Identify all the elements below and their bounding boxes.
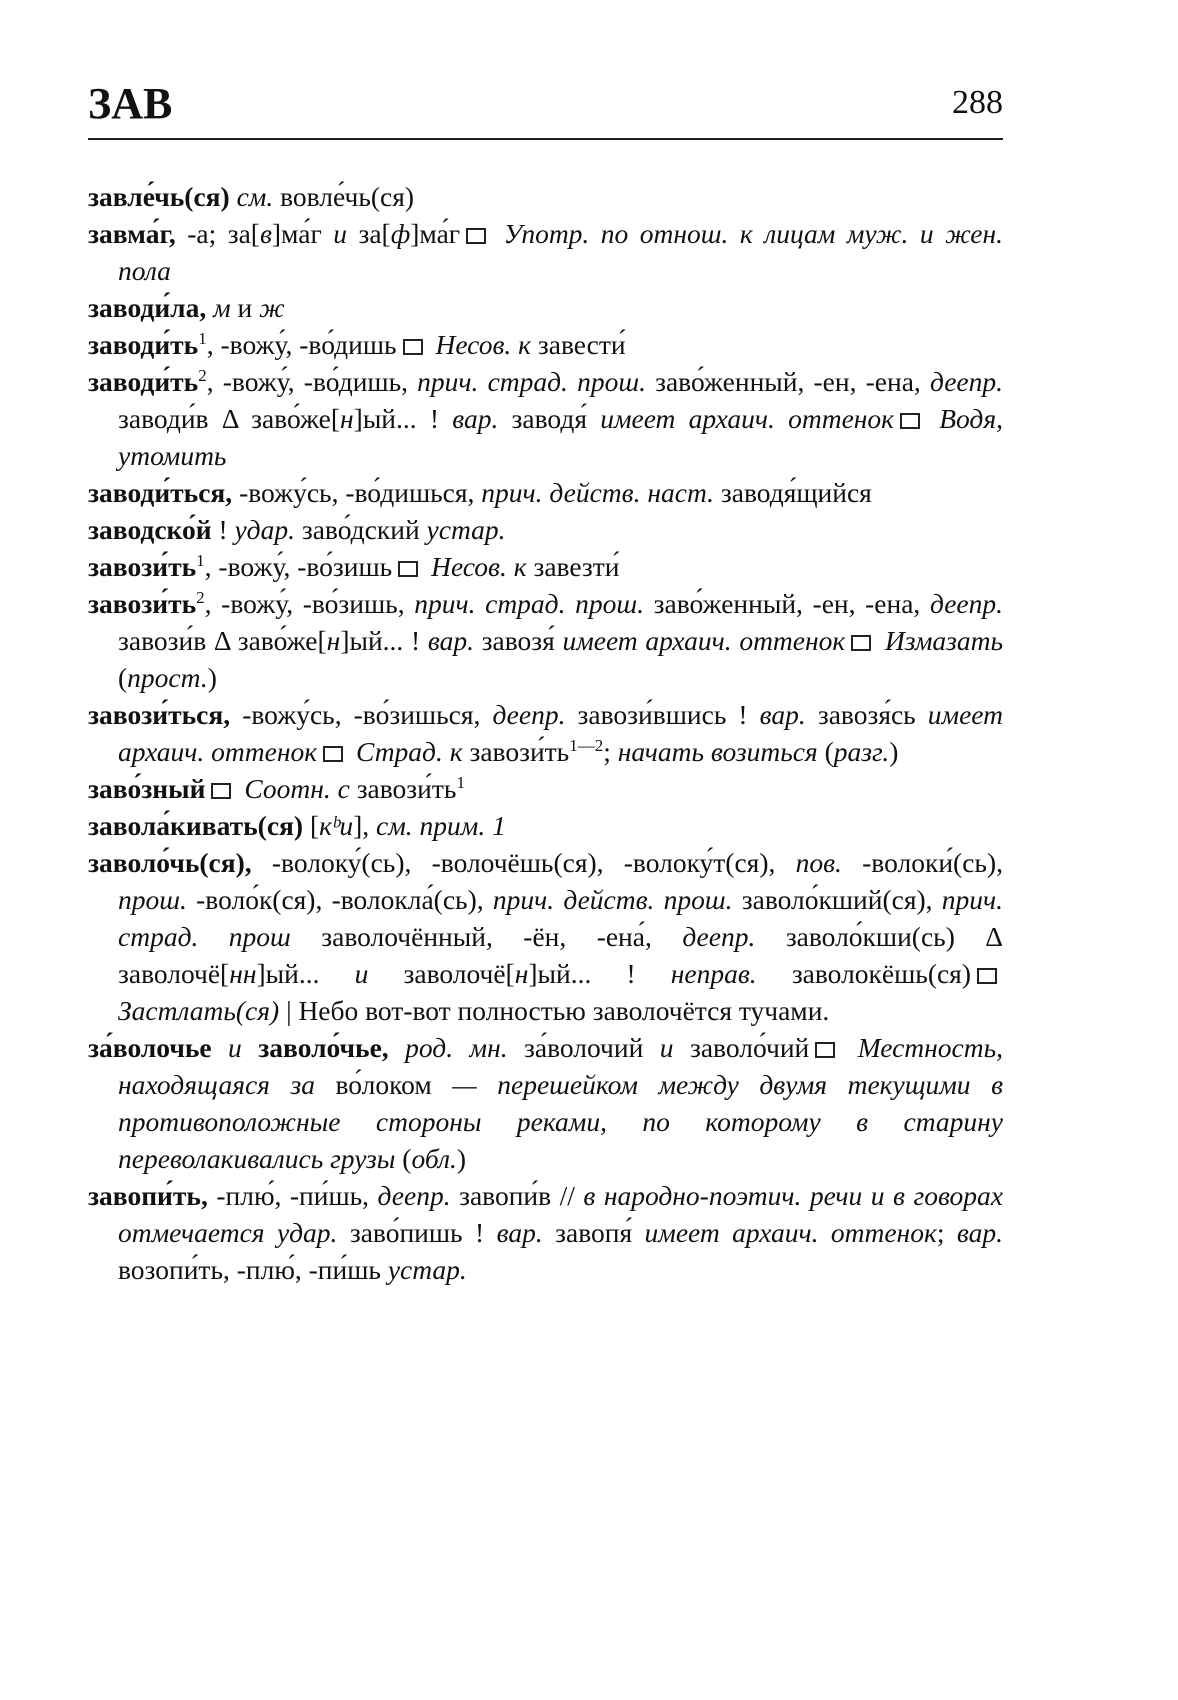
headword: заводи́ть bbox=[88, 366, 199, 397]
entry-text: заводя́щийся bbox=[714, 477, 872, 508]
label-italic: Измазать bbox=[884, 625, 1003, 656]
label-italic: вар. bbox=[452, 403, 499, 434]
entry-text: -вожу́сь, -во́зишься, bbox=[230, 699, 493, 730]
entry-text: завести́ bbox=[531, 329, 626, 360]
definition-box-icon bbox=[398, 561, 418, 577]
definition-box-icon bbox=[977, 968, 997, 984]
label-italic: м bbox=[213, 292, 231, 323]
homonym-index: 1—2 bbox=[569, 735, 604, 755]
entry-text: ]ый... bbox=[256, 958, 355, 989]
label-italic: разг. bbox=[833, 736, 890, 767]
headword: завози́ть bbox=[88, 588, 197, 619]
entry-text: во́локом bbox=[314, 1069, 453, 1100]
label-italic: и bbox=[659, 1032, 674, 1063]
entry-list bbox=[88, 178, 1003, 1288]
label-italic: Несов. к bbox=[431, 551, 527, 582]
label-italic: и bbox=[333, 218, 347, 249]
entry-text: заво́женный, -ен, -ена, bbox=[644, 588, 930, 619]
label-italic: деепр. bbox=[377, 1180, 451, 1211]
headword: за́волочье bbox=[88, 1032, 212, 1063]
entry-text: завози́ть bbox=[462, 736, 570, 767]
dictionary-entry bbox=[88, 289, 1003, 326]
label-italic: деепр. bbox=[929, 366, 1003, 397]
dictionary-entry bbox=[88, 215, 1003, 289]
label-italic: Водя, утомить bbox=[118, 403, 1003, 471]
headword: заволо́чь(ся), bbox=[88, 847, 252, 878]
running-header bbox=[88, 78, 1003, 140]
entry-text: ) bbox=[207, 662, 217, 693]
label-italic: см. прим. 1 bbox=[376, 810, 506, 841]
entry-text: ) bbox=[456, 1143, 467, 1174]
headword: заводи́ться, bbox=[88, 477, 233, 508]
entry-text: , -вожу́, -во́дишь bbox=[206, 329, 397, 360]
definition-box-icon bbox=[211, 783, 231, 799]
dictionary-entry bbox=[88, 1177, 1003, 1288]
entry-text: -плю́, -пи́шь, bbox=[207, 1180, 378, 1211]
entry-text: ( bbox=[118, 662, 128, 693]
entry-text: , -вожу́, -во́зишь, bbox=[204, 588, 415, 619]
entry-text bbox=[389, 1032, 405, 1063]
label-italic: имеет архаич. оттенок bbox=[644, 1217, 937, 1248]
entry-text: завозя́ bbox=[473, 625, 563, 656]
label-italic: Застлать(ся) bbox=[118, 995, 280, 1026]
entry-text: вовле́чь(ся) bbox=[273, 181, 415, 212]
entry-text: ]ый... ! bbox=[340, 625, 428, 656]
label-italic: н bbox=[326, 625, 341, 656]
label-italic: кᵇи bbox=[319, 810, 354, 841]
entry-text: и bbox=[230, 292, 260, 323]
label-italic: устар. bbox=[426, 514, 506, 545]
dictionary-entry bbox=[88, 363, 1003, 474]
label-italic: и bbox=[354, 958, 369, 989]
label-italic: прич. страд. прош. bbox=[414, 588, 644, 619]
label-italic: вар. bbox=[427, 625, 474, 656]
label-italic: деепр. bbox=[492, 699, 566, 730]
label-italic: в bbox=[259, 218, 272, 249]
entry-text: за[ bbox=[346, 218, 391, 249]
entry-text: [ bbox=[303, 810, 320, 841]
label-italic: имеет архаич. оттенок bbox=[600, 403, 895, 434]
label-italic: прич. действ. прош. bbox=[492, 884, 733, 915]
label-italic: прич. страд. прош. bbox=[417, 366, 646, 397]
dictionary-entry bbox=[88, 548, 1003, 585]
entry-text: ]ый... ! bbox=[528, 958, 671, 989]
entry-text: завозя́сь bbox=[805, 699, 928, 730]
definition-box-icon bbox=[323, 746, 343, 762]
guide-word: ЗАВ bbox=[88, 79, 173, 128]
entry-text: ) bbox=[889, 736, 899, 767]
headword: завопи́ть, bbox=[88, 1180, 208, 1211]
dictionary-entry bbox=[88, 585, 1003, 696]
entry-text: возопи́ть, -плю́, -пи́шь bbox=[118, 1254, 388, 1285]
entry-text: завози́ть bbox=[349, 773, 457, 804]
headword: завози́ться, bbox=[88, 699, 231, 730]
label-italic: имеет архаич. оттенок bbox=[562, 625, 846, 656]
headword: заводи́ла, bbox=[88, 292, 207, 323]
label-italic: устар. bbox=[387, 1254, 467, 1285]
label-italic: неправ. bbox=[670, 958, 757, 989]
dictionary-entry bbox=[88, 178, 1003, 215]
homonym-index: 2 bbox=[198, 365, 207, 385]
entry-text: | Небо вот-вот полностью заволочётся тучами. bbox=[279, 995, 830, 1026]
dictionary-entry bbox=[88, 326, 1003, 363]
entry-text: -вожу́сь, -во́дишься, bbox=[232, 477, 482, 508]
entry-text: заволочё[ bbox=[368, 958, 515, 989]
entry-text: ], bbox=[353, 810, 377, 841]
headword: завола́кивать(ся) bbox=[88, 810, 304, 841]
label-italic: деепр. bbox=[682, 921, 756, 952]
page-number: 288 bbox=[952, 84, 1003, 121]
label-italic: — перешейком между двумя текущими в противоположные стороны реками, по которому в старину переволакивались грузы bbox=[118, 1069, 1004, 1174]
definition-box-icon bbox=[900, 413, 920, 429]
label-italic: см. bbox=[236, 181, 274, 212]
entry-text: завопи́в // bbox=[450, 1180, 584, 1211]
definition-box-icon bbox=[851, 635, 871, 651]
label-italic: вар. bbox=[496, 1217, 543, 1248]
entry-text: заволо́чий bbox=[673, 1032, 810, 1063]
entry-text bbox=[212, 1032, 228, 1063]
dictionary-entry bbox=[88, 807, 1003, 844]
entry-text: заво́пишь ! bbox=[337, 1217, 497, 1248]
entry-text: заволо́кши(сь) Δ заволочё[ bbox=[118, 921, 1003, 989]
dictionary-entry bbox=[88, 511, 1003, 548]
entry-text: -волоки́(сь), bbox=[841, 847, 1003, 878]
entry-text: заво́дский bbox=[294, 514, 427, 545]
label-italic: удар. bbox=[234, 514, 295, 545]
entry-text: завопя́ bbox=[542, 1217, 645, 1248]
label-italic: деепр. bbox=[929, 588, 1003, 619]
entry-text: -воло́к(ся), -волокла́(сь), bbox=[186, 884, 493, 915]
label-italic: имеет архаич. оттенок bbox=[118, 699, 1003, 767]
entry-text: -волоку́(сь), -волочёшь(ся), -волоку́т(ся), bbox=[251, 847, 796, 878]
label-italic: Местность, находящаяся за bbox=[118, 1032, 1003, 1100]
entry-text: ]ма́г bbox=[271, 218, 334, 249]
entry-text bbox=[230, 181, 237, 212]
definition-box-icon bbox=[403, 339, 423, 355]
entry-text: заводя́ bbox=[498, 403, 601, 434]
entry-text: заво́женный, -ен, -ена, bbox=[645, 366, 930, 397]
homonym-index: 1 bbox=[198, 328, 207, 348]
entry-text: заволокёшь(ся) bbox=[756, 958, 971, 989]
entry-text: заволочённый, -ён, -ена́, bbox=[290, 921, 683, 952]
headword: завози́ть bbox=[88, 551, 197, 582]
definition-box-icon bbox=[815, 1042, 835, 1058]
label-italic: Страд. к bbox=[355, 736, 463, 767]
label-italic: Несов. к bbox=[435, 329, 531, 360]
label-italic: Употр. по отнош. к лицам муж. и жен. пола bbox=[118, 218, 1004, 286]
homonym-index: 1 bbox=[456, 772, 465, 792]
homonym-index: 2 bbox=[196, 587, 205, 607]
dictionary-entry bbox=[88, 1029, 1003, 1177]
label-italic: н bbox=[340, 403, 354, 434]
entry-text: -а; за[ bbox=[175, 218, 260, 249]
label-italic: обл. bbox=[411, 1143, 457, 1174]
entry-text: за́волочий bbox=[507, 1032, 660, 1063]
label-italic: прош. bbox=[118, 884, 187, 915]
dictionary-entry bbox=[88, 474, 1003, 511]
headword: завма́г, bbox=[88, 218, 176, 249]
dictionary-entry bbox=[88, 770, 1003, 807]
label-italic: ж bbox=[259, 292, 285, 323]
label-italic: вар. bbox=[759, 699, 806, 730]
label-italic: прич. действ. наст. bbox=[481, 477, 715, 508]
entry-text bbox=[242, 1032, 258, 1063]
label-italic: в народно-поэтич. речи и в говорах отмечается удар. bbox=[118, 1180, 1003, 1248]
entry-text: заводи́в Δ заво́же[ bbox=[118, 403, 341, 434]
label-italic: и bbox=[228, 1032, 242, 1063]
entry-text: ]ый... ! bbox=[353, 403, 453, 434]
label-italic: Соотн. с bbox=[244, 773, 350, 804]
entry-text: завози́вшись ! bbox=[565, 699, 760, 730]
entry-text: ; bbox=[936, 1217, 957, 1248]
headword: заводско́й bbox=[88, 514, 212, 545]
definition-box-icon bbox=[466, 228, 486, 244]
headword: заводи́ть bbox=[88, 329, 199, 360]
label-italic: начать возиться bbox=[617, 736, 818, 767]
entry-text: заволо́кший(ся), bbox=[732, 884, 942, 915]
entry-text: ! bbox=[211, 514, 235, 545]
homonym-index: 1 bbox=[196, 550, 205, 570]
headword: завле́чь(ся) bbox=[88, 181, 230, 212]
label-italic: род. мн. bbox=[405, 1032, 508, 1063]
label-italic: пов. bbox=[795, 847, 842, 878]
entry-text: , -вожу́, -во́зишь bbox=[204, 551, 393, 582]
entry-text: завезти́ bbox=[526, 551, 620, 582]
label-italic: прост. bbox=[127, 662, 208, 693]
entry-text: ( bbox=[395, 1143, 412, 1174]
dictionary-entry bbox=[88, 696, 1003, 770]
label-italic: прич. страд. прош bbox=[118, 884, 1004, 952]
label-italic: вар. bbox=[956, 1217, 1003, 1248]
headword: заво́зный bbox=[88, 773, 206, 804]
entry-text: ]ма́г bbox=[410, 218, 461, 249]
label-italic: н bbox=[514, 958, 529, 989]
entry-text: завози́в Δ заво́же[ bbox=[118, 625, 327, 656]
dictionary-entry bbox=[88, 844, 1003, 1029]
label-italic: нн bbox=[229, 958, 257, 989]
headword: заволо́чье, bbox=[258, 1032, 389, 1063]
entry-text: ; bbox=[603, 736, 618, 767]
entry-text: ( bbox=[817, 736, 834, 767]
label-italic: ф bbox=[390, 218, 411, 249]
entry-text: , -вожу́, -во́дишь, bbox=[206, 366, 418, 397]
